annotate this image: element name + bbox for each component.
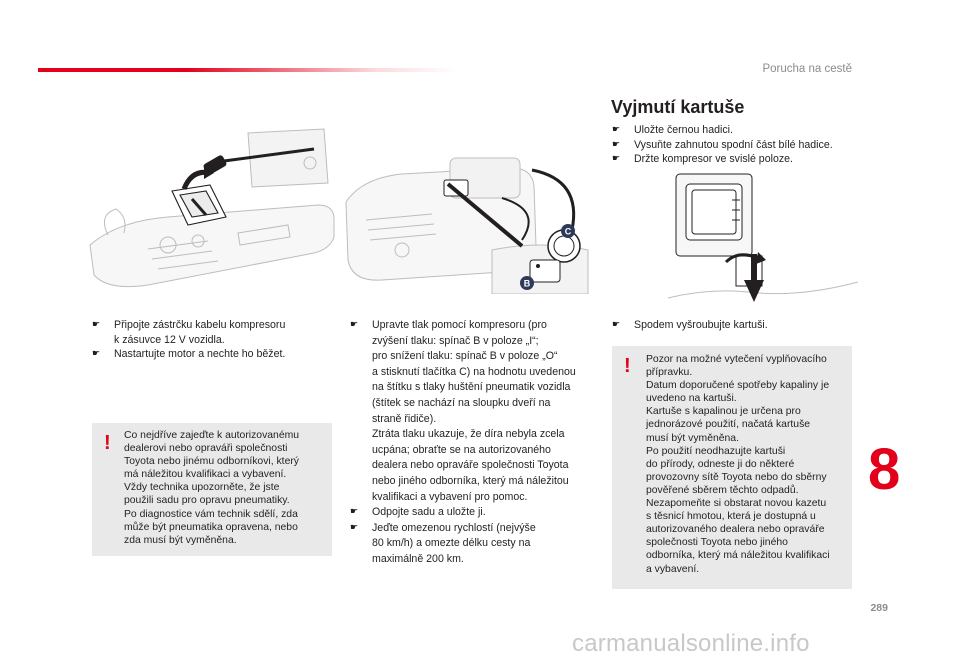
column-3-instructions-bottom (612, 318, 862, 333)
warning-box-cartridge (612, 346, 852, 589)
exclamation-warning-icon: ! (104, 432, 111, 454)
page-number: 289 (870, 602, 888, 614)
instruction-item: ☛ Připojte zástrčku kabelu kompresoru k zásuvce 12 V vozidla. (92, 318, 332, 347)
instruction-item: ☛ Jeďte omezenou rychlostí (nejvýše 80 km/h) a omezte délku cesty na maximálně 200 km. (350, 521, 600, 568)
instruction-item: ☛ Nastartujte motor a nechte ho běžet. (92, 347, 332, 362)
instruction-item: ☛ Držte kompresor ve svislé poloze. (612, 152, 862, 167)
instruction-item: ☛ Vysuňte zahnutou spodní část bílé hadice. (612, 138, 862, 153)
exclamation-warning-icon: ! (624, 355, 631, 377)
column-2-instructions (350, 318, 600, 568)
switch-label-b: B (523, 278, 531, 289)
warning-text: Pozor na možné vytečení vyplňovacího přípravku. Datum doporučené spotřeby kapaliny je uvedeno na kartuši. Kartuše s kapalinou je určena pro jednorázové použití, načatá kartuše musí být vyměněna. Po použití neodhazujte kartuši do přírody, odneste ji do některé provozovny sítě Toyota nebo do sběrny pověřené sběrem těchto odpadů. Nezapomeňte si obstarat novou kazetu s těsnicí hmotou, která je dostupná u autorizovaného dealera nebo opraváře společnosti Toyota nebo jiného odborníka, který má náležitou kvalifikaci a vybavení. (646, 354, 830, 575)
cartridge-removal-illustration (648, 170, 860, 310)
running-header: Porucha na cestě (762, 63, 852, 75)
watermark: carmanualsonline.info (572, 630, 810, 657)
column-1-instructions (92, 318, 332, 362)
instruction-item: ☛ Spodem vyšroubujte kartuši. (612, 318, 862, 333)
warning-text: Co nejdříve zajeďte k autorizovanému dealerovi nebo opraváři společnosti Toyota nebo jinému odborníkovi, který má náležitou kvalifikaci a vybavení. Vždy technika upozorněte, že jste použili sadu pro opravu pneumatiky. Po diagnostice vám technik sdělí, zda může být pneumatika opravena, nebo zda musí být vyměněna. (124, 430, 300, 546)
instruction-item: ☛ Upravte tlak pomocí kompresoru (pro zvýšení tlaku: spínač B v poloze „I“; pro snížení tlaku: spínač B v poloze „O“ a stisknutí tlačítka C) na hodnotu uvedenou na štítku s tlaky huštění pneumatik vozidla (štítek se nachází na sloupku dveří na straně řidiče). Ztráta tlaku ukazuje, že díra nebyla zcela ucpána; obraťte se na autorizovaného dealera nebo opraváře společnosti Toyota nebo jiného odborníka, který má náležitou kvalifikaci a vybavení pro pomoc. (350, 318, 600, 505)
chapter-number: 8 (868, 437, 901, 502)
instruction-item: ☛ Uložte černou hadici. (612, 123, 862, 138)
column-3-instructions-top (612, 123, 862, 167)
compressor-switch-illustration (342, 150, 592, 294)
socket-plug-illustration (88, 125, 338, 293)
header-accent-bar (38, 68, 458, 72)
instruction-item: ☛ Odpojte sadu a uložte ji. (350, 505, 600, 521)
section-title: Vyjmutí kartuše (611, 97, 745, 117)
switch-label-c: C (564, 226, 572, 237)
warning-box-repair (92, 423, 332, 556)
